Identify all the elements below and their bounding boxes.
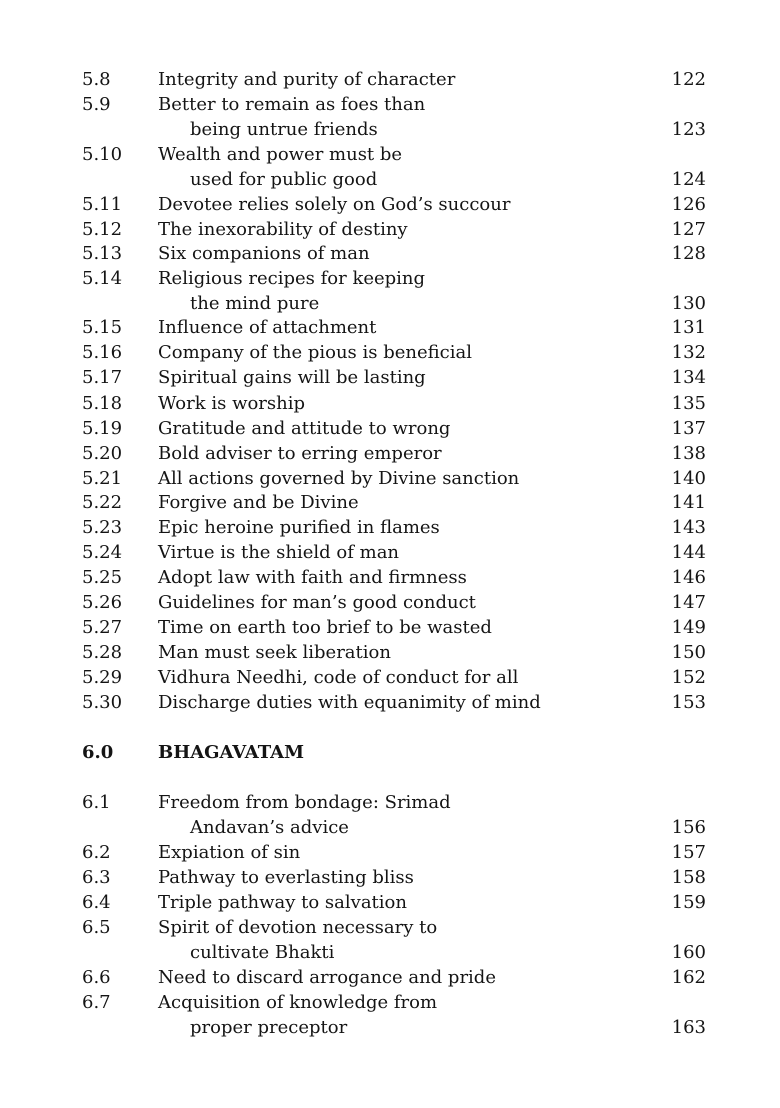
entry-number: 6.7	[82, 992, 111, 1013]
entry-page: 141	[671, 492, 706, 513]
entry-title: Spirit of devotion necessary to	[158, 917, 438, 938]
entry-number: 5.19	[82, 418, 123, 439]
entry-page: 134	[671, 367, 706, 388]
section-title: BHAGAVATAM	[158, 742, 305, 763]
toc-entry	[0, 516, 780, 540]
entry-title-continuation: Andavan’s advice	[190, 817, 349, 838]
entry-number: 5.26	[82, 592, 123, 613]
entry-title: Expiation of sin	[158, 842, 301, 863]
toc-entry	[0, 916, 780, 940]
toc-entry	[0, 417, 780, 441]
toc-entry	[0, 691, 780, 715]
entry-title: Influence of attachment	[158, 317, 377, 338]
entry-title: Triple pathway to salvation	[158, 892, 407, 913]
entry-page: 162	[671, 967, 706, 988]
toc-entry	[0, 666, 780, 690]
toc-entry-continuation	[0, 168, 780, 192]
toc-entry-continuation	[0, 816, 780, 840]
entry-number: 6.4	[82, 892, 111, 913]
toc-entry	[0, 866, 780, 890]
toc-entry	[0, 143, 780, 167]
entry-number: 5.9	[82, 94, 111, 115]
toc-entry	[0, 68, 780, 92]
toc-entry-continuation	[0, 941, 780, 965]
entry-number: 6.2	[82, 842, 111, 863]
entry-page: 126	[671, 194, 706, 215]
entry-number: 5.22	[82, 492, 123, 513]
entry-number: 5.23	[82, 517, 123, 538]
entry-title: Time on earth too brief to be wasted	[158, 617, 492, 638]
toc-entry	[0, 193, 780, 217]
entry-page: 138	[671, 443, 706, 464]
toc-entry	[0, 467, 780, 491]
entry-title: Devotee relies solely on God’s succour	[158, 194, 511, 215]
entry-title: Vidhura Needhi, code of conduct for all	[158, 667, 519, 688]
section-number: 6.0	[82, 742, 114, 763]
toc-entry	[0, 267, 780, 291]
entry-page: 157	[671, 842, 706, 863]
entry-title: Religious recipes for keeping	[158, 268, 426, 289]
entry-page: 158	[671, 867, 706, 888]
entry-page: 144	[671, 542, 706, 563]
entry-number: 6.5	[82, 917, 111, 938]
entry-title: Epic heroine purified in flames	[158, 517, 440, 538]
toc-entry	[0, 891, 780, 915]
section-heading	[0, 741, 780, 765]
entry-title: Discharge duties with equanimity of mind	[158, 692, 541, 713]
entry-title-continuation: used for public good	[190, 169, 378, 190]
toc-entry	[0, 991, 780, 1015]
entry-title-continuation: cultivate Bhakti	[190, 942, 335, 963]
entry-page: 156	[671, 817, 706, 838]
toc-entry-continuation	[0, 118, 780, 142]
entry-page: 137	[671, 418, 706, 439]
entry-page: 123	[671, 119, 706, 140]
entry-page: 132	[671, 342, 706, 363]
entry-page: 122	[671, 69, 706, 90]
entry-page: 143	[671, 517, 706, 538]
entry-number: 5.10	[82, 144, 123, 165]
toc-entry	[0, 841, 780, 865]
entry-number: 6.1	[82, 792, 111, 813]
entry-number: 5.14	[82, 268, 123, 289]
entry-title: Adopt law with faith and firmness	[158, 567, 467, 588]
entry-page: 152	[671, 667, 706, 688]
entry-title: Wealth and power must be	[158, 144, 403, 165]
toc-entry	[0, 616, 780, 640]
entry-page: 130	[671, 293, 706, 314]
entry-title: Integrity and purity of character	[158, 69, 456, 90]
entry-number: 5.20	[82, 443, 123, 464]
toc-entry	[0, 641, 780, 665]
entry-page: 150	[671, 642, 706, 663]
entry-number: 5.18	[82, 393, 123, 414]
toc-entry-continuation	[0, 1016, 780, 1040]
entry-number: 5.12	[82, 219, 123, 240]
entry-title: Spiritual gains will be lasting	[158, 367, 426, 388]
toc-entry	[0, 366, 780, 390]
toc-entry	[0, 93, 780, 117]
entry-page: 127	[671, 219, 706, 240]
entry-page: 159	[671, 892, 706, 913]
entry-page: 149	[671, 617, 706, 638]
entry-title: Gratitude and attitude to wrong	[158, 418, 451, 439]
entry-number: 5.28	[82, 642, 123, 663]
entry-page: 131	[671, 317, 706, 338]
entry-title-continuation: being untrue friends	[190, 119, 378, 140]
entry-number: 6.6	[82, 967, 111, 988]
entry-number: 5.27	[82, 617, 123, 638]
entry-page: 128	[671, 243, 706, 264]
entry-number: 5.24	[82, 542, 123, 563]
entry-number: 5.29	[82, 667, 123, 688]
toc-entry	[0, 966, 780, 990]
entry-page: 146	[671, 567, 706, 588]
toc-entry	[0, 218, 780, 242]
entry-page: 124	[671, 169, 706, 190]
entry-title: Six companions of man	[158, 243, 370, 264]
toc-entry	[0, 791, 780, 815]
entry-title: The inexorability of destiny	[158, 219, 408, 240]
entry-number: 5.8	[82, 69, 111, 90]
toc-entry	[0, 341, 780, 365]
entry-title: Pathway to everlasting bliss	[158, 867, 414, 888]
entry-title: Better to remain as foes than	[158, 94, 426, 115]
entry-page: 140	[671, 468, 706, 489]
entry-number: 5.15	[82, 317, 123, 338]
entry-title: Acquisition of knowledge from	[158, 992, 438, 1013]
entry-page: 153	[671, 692, 706, 713]
entry-title: Bold adviser to erring emperor	[158, 443, 442, 464]
entry-number: 5.21	[82, 468, 123, 489]
entry-number: 5.11	[82, 194, 123, 215]
entry-title: Forgive and be Divine	[158, 492, 359, 513]
toc-entry	[0, 442, 780, 466]
entry-title: Company of the pious is beneficial	[158, 342, 472, 363]
entry-number: 5.17	[82, 367, 123, 388]
entry-title: All actions governed by Divine sanction	[158, 468, 520, 489]
toc-entry	[0, 541, 780, 565]
entry-page: 147	[671, 592, 706, 613]
entry-page: 160	[671, 942, 706, 963]
toc-entry	[0, 242, 780, 266]
toc-entry	[0, 591, 780, 615]
entry-number: 5.16	[82, 342, 123, 363]
entry-title: Need to discard arrogance and pride	[158, 967, 496, 988]
entry-number: 5.13	[82, 243, 123, 264]
toc-entry	[0, 316, 780, 340]
entry-title: Virtue is the shield of man	[158, 542, 400, 563]
toc-entry	[0, 566, 780, 590]
entry-title: Work is worship	[158, 393, 306, 414]
entry-page: 163	[671, 1017, 706, 1038]
toc-entry	[0, 392, 780, 416]
entry-title-continuation: the mind pure	[190, 293, 320, 314]
toc-entry-continuation	[0, 292, 780, 316]
entry-number: 5.30	[82, 692, 123, 713]
entry-page: 135	[671, 393, 706, 414]
entry-title: Man must seek liberation	[158, 642, 391, 663]
entry-number: 6.3	[82, 867, 111, 888]
entry-title: Guidelines for man’s good conduct	[158, 592, 476, 613]
entry-number: 5.25	[82, 567, 123, 588]
entry-title: Freedom from bondage: Srimad	[158, 792, 451, 813]
toc-entry	[0, 491, 780, 515]
entry-title-continuation: proper preceptor	[190, 1017, 348, 1038]
